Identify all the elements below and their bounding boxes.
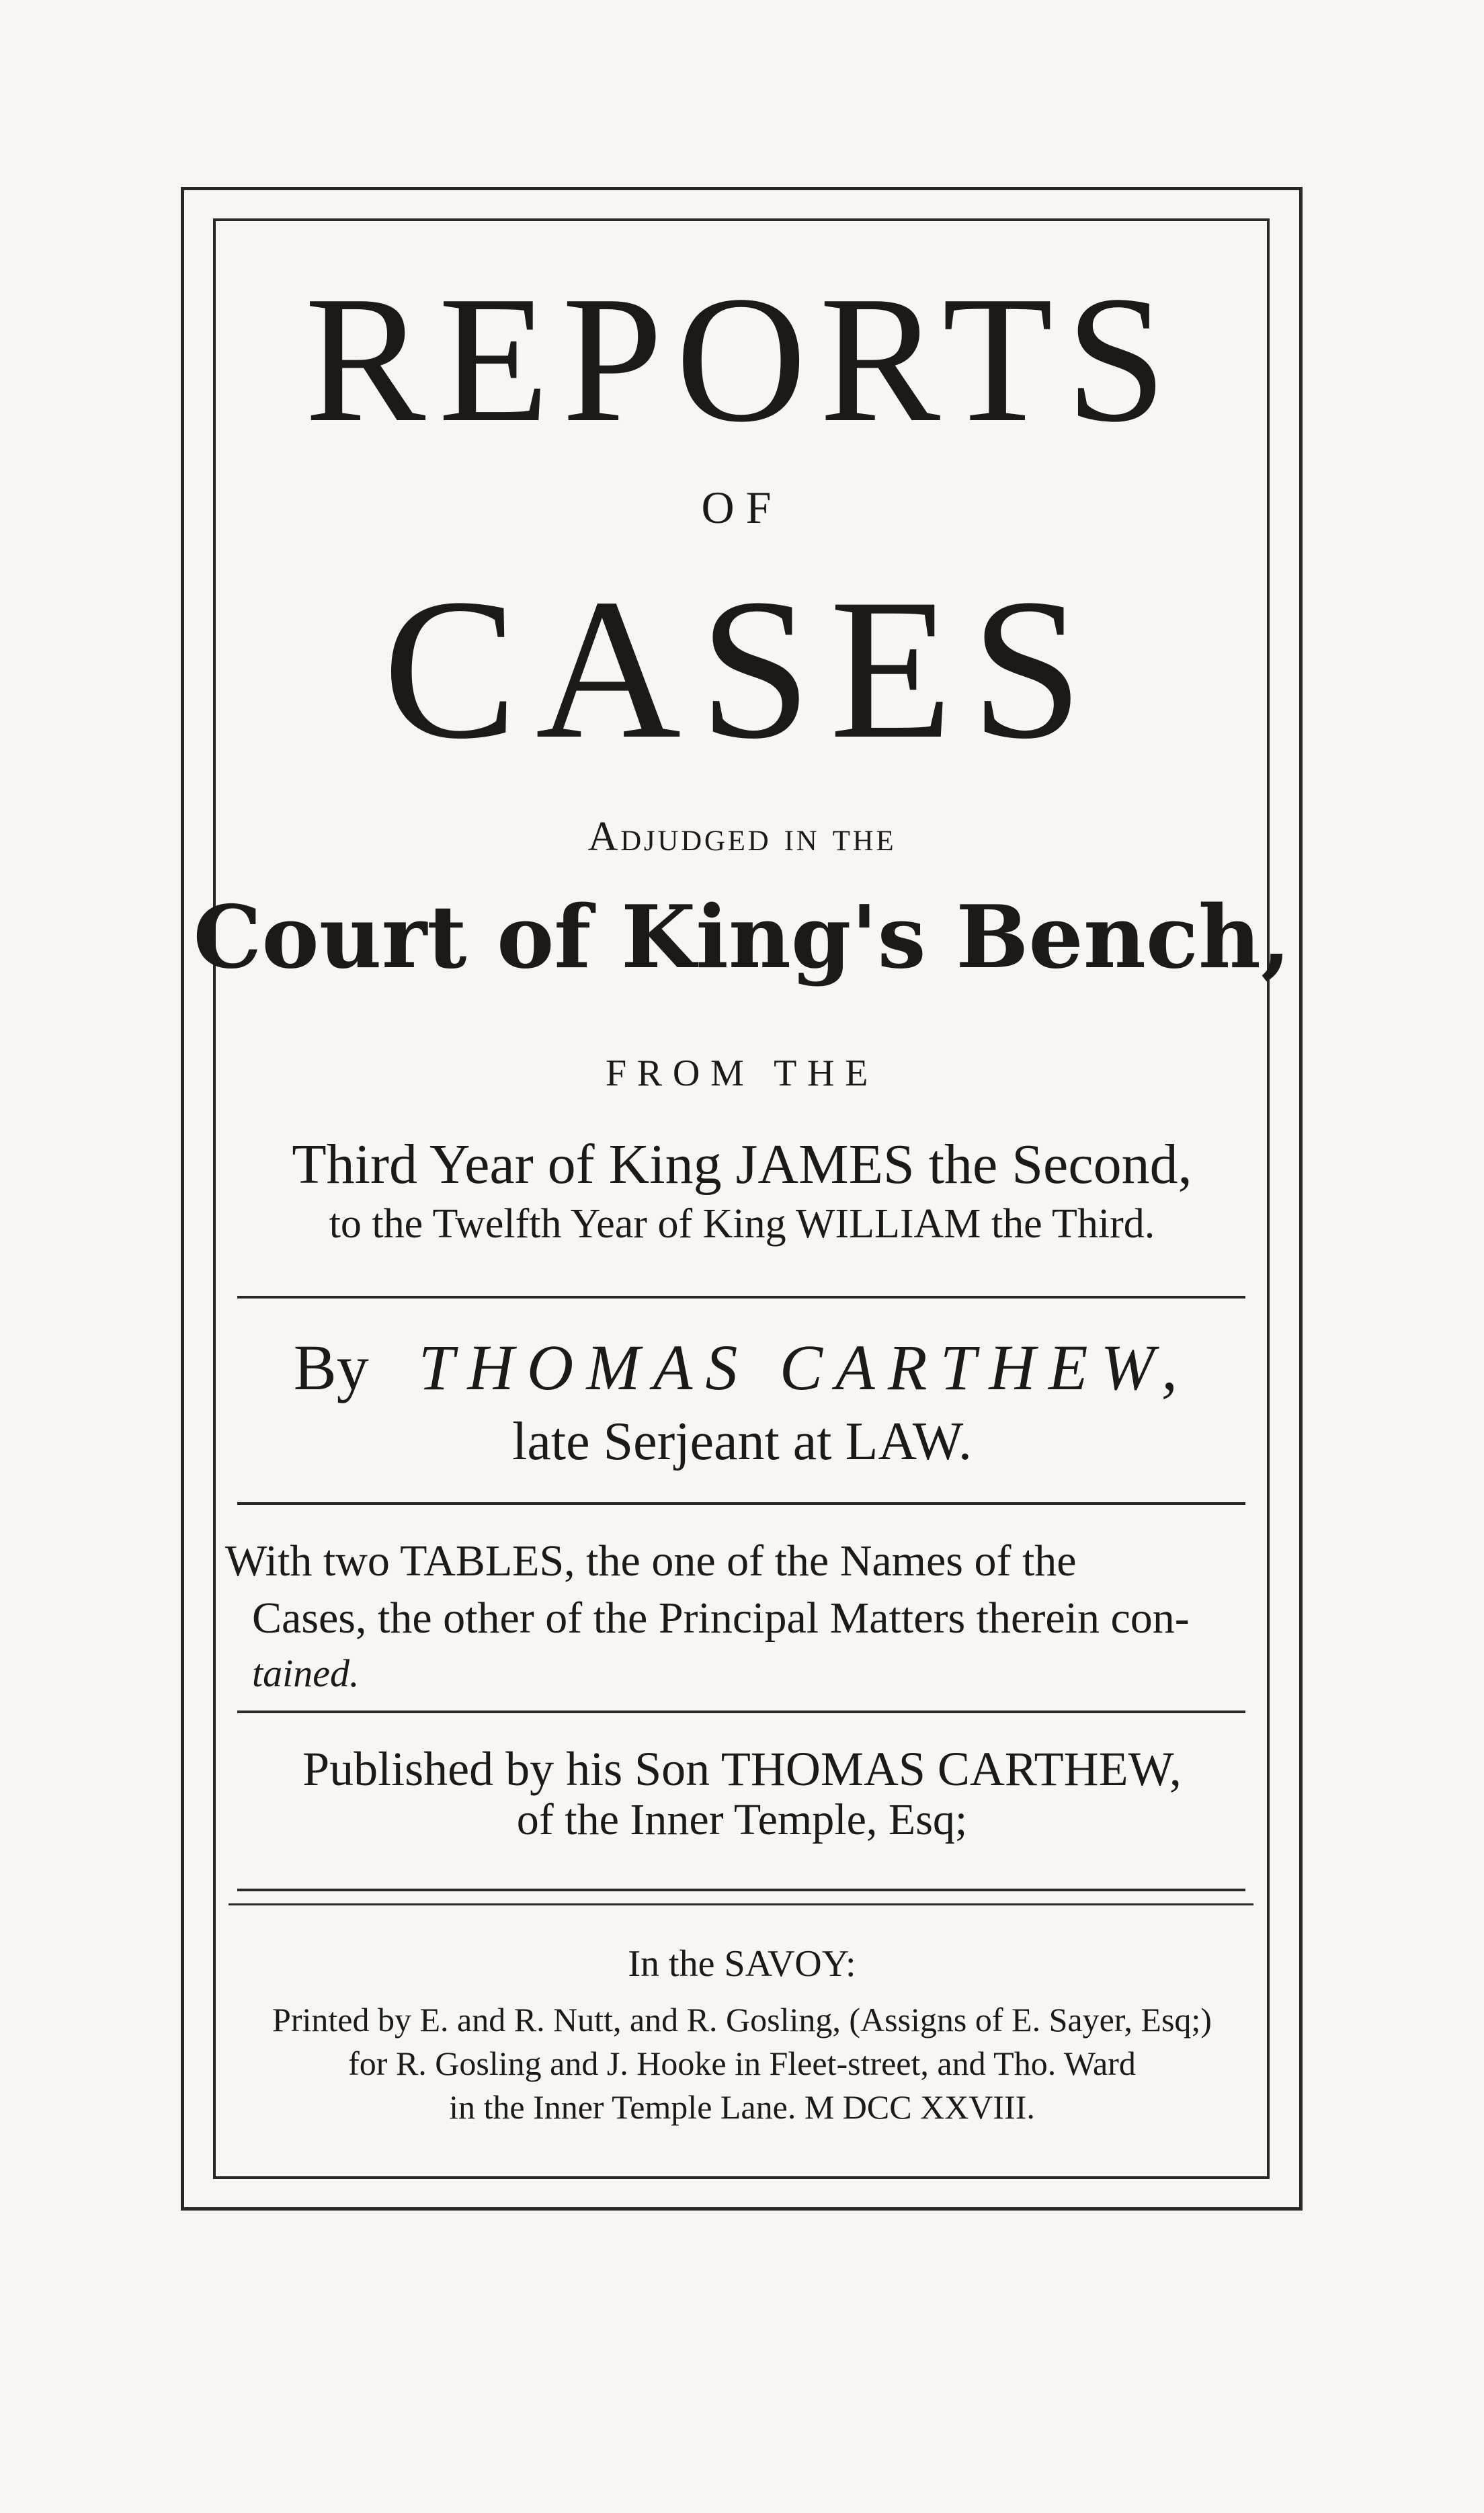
period-line-1: Third Year of King JAMES the Second, (292, 1133, 1192, 1196)
tables-line-3: tained. (252, 1651, 360, 1695)
tables-line-2: Cases, the other of the Principal Matters therein con- (252, 1594, 1190, 1643)
title-of: OF (701, 482, 783, 533)
divider-4 (237, 1889, 1245, 1891)
title-cases: CASES (382, 557, 1102, 780)
period-line-2: to the Twelfth Year of King WILLIAM the Third. (329, 1201, 1155, 1247)
from-the: FROM THE (605, 1053, 878, 1094)
imprint-line-1: Printed by E. and R. Nutt, and R. Gosling, (Assigns of E. Sayer, Esq;) (272, 2001, 1212, 2038)
imprint-line-2: for R. Gosling and J. Hooke in Fleet-street, and Tho. Ward (348, 2045, 1136, 2082)
divider-2 (237, 1502, 1245, 1505)
tables-line-1: With two TABLES, the one of the Names of the (225, 1536, 1077, 1585)
imprint-place: In the SAVOY: (628, 1943, 856, 1985)
adjudged-line: Adjudged in the (587, 814, 897, 860)
author-line (0, 1331, 1484, 1405)
imprint-line-3: in the Inner Temple Lane. M DCC XXVIII. (449, 2088, 1035, 2126)
divider-5 (229, 1903, 1253, 1905)
title-reports: REPORTS (304, 259, 1180, 460)
author-role: late Serjeant at LAW. (512, 1412, 972, 1471)
by-word: By (293, 1331, 369, 1403)
court-line: Court of King's Bench, (193, 887, 1291, 988)
divider-1 (237, 1296, 1245, 1299)
divider-3 (237, 1711, 1245, 1713)
published-line-1: Published by his Son THOMAS CARTHEW, (302, 1742, 1182, 1796)
published-line-2: of the Inner Temple, Esq; (516, 1795, 968, 1844)
author-name: THOMAS CARTHEW, (418, 1331, 1191, 1403)
